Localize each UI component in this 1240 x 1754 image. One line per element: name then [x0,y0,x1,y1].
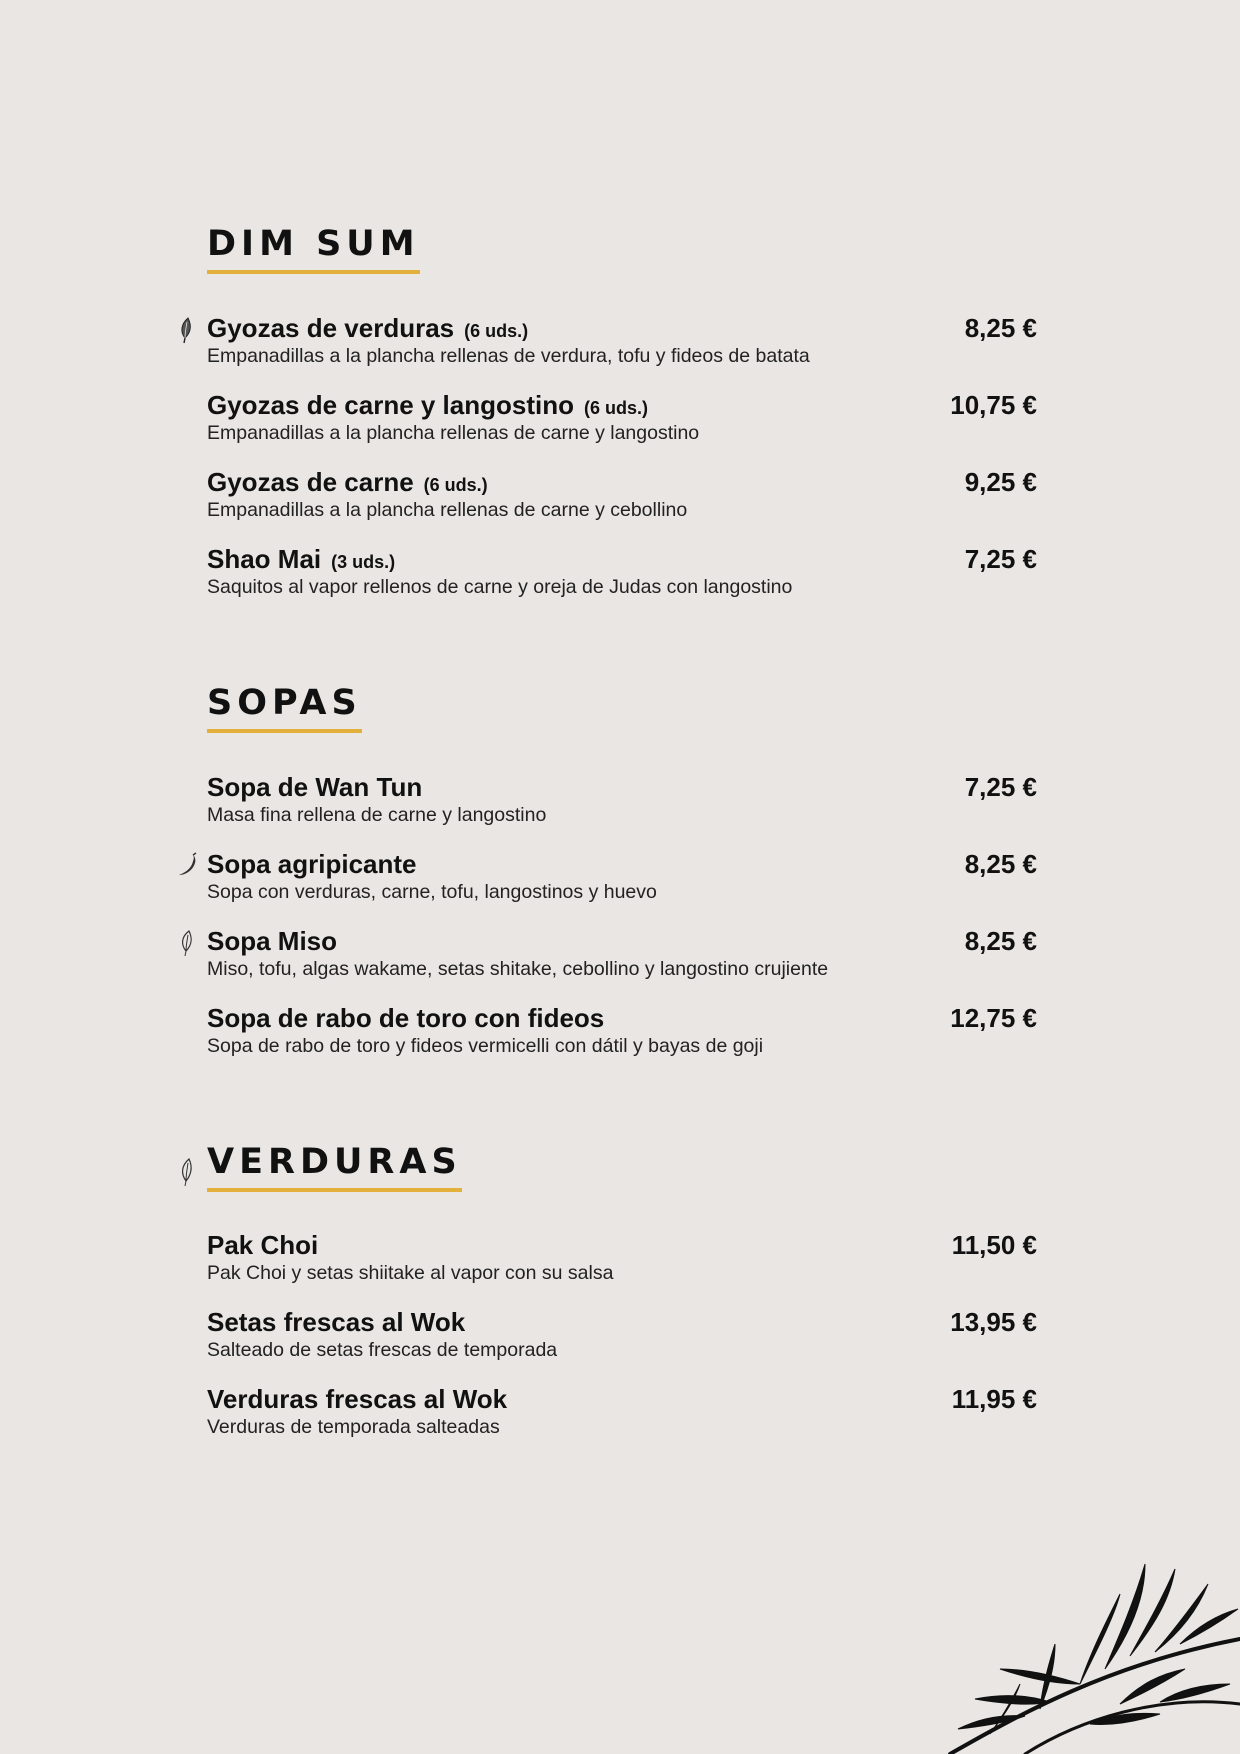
item-name: Sopa agripicante [207,849,417,879]
item-name: Verduras frescas al Wok [207,1384,508,1414]
menu-item [207,390,1037,454]
menu-item [207,772,1037,836]
menu-item [207,1307,1037,1371]
item-name: Sopa de rabo de toro con fideos [207,1003,605,1033]
menu-item [207,1003,1037,1067]
leaf-icon [177,316,199,344]
menu-item [207,1384,1037,1448]
item-price: 11,50 € [951,1230,1037,1260]
item-name: Pak Choi [207,1230,319,1260]
item-name: Sopa de Wan Tun [207,772,423,802]
item-quantity: (6 uds.) [584,398,649,418]
item-name: Setas frescas al Wok [207,1307,466,1337]
chili-pepper-icon [177,852,199,880]
menu-item [207,1230,1037,1294]
menu-item [207,849,1037,913]
item-description: Sopa de rabo de toro y fideos vermicelli con dátil y bayas de goji [207,1035,764,1057]
item-description: Empanadillas a la plancha rellenas de carne y cebollino [207,499,688,521]
section-title-dim-sum: DIM SUM [207,224,420,274]
item-name: Sopa Miso [207,926,338,956]
item-price: 9,25 € [964,467,1037,497]
menu-item [207,926,1037,990]
item-name: Gyozas de carne [207,467,414,497]
item-description: Masa fina rellena de carne y langostino [207,804,547,826]
leaf-outline-icon [177,1157,199,1187]
section-title-verduras: VERDURAS [207,1142,462,1192]
item-price: 8,25 € [964,849,1037,879]
item-description: Pak Choi y setas shiitake al vapor con su salsa [207,1262,614,1284]
item-description: Saquitos al vapor rellenos de carne y oreja de Judas con langostino [207,576,793,598]
item-price: 8,25 € [964,313,1037,343]
item-price: 10,75 € [950,390,1037,420]
item-price: 11,95 € [951,1384,1037,1414]
item-quantity: (6 uds.) [464,321,529,341]
item-price: 12,75 € [950,1003,1037,1033]
menu-item [207,544,1037,608]
item-description: Empanadillas a la plancha rellenas de verdura, tofu y fideos de batata [207,345,810,367]
item-description: Sopa con verduras, carne, tofu, langostinos y huevo [207,881,657,903]
menu-item [207,467,1037,531]
bamboo-branch-icon [930,1544,1240,1754]
item-description: Miso, tofu, algas wakame, setas shitake, cebollino y langostino crujiente [207,958,829,980]
item-description: Verduras de temporada salteadas [207,1416,500,1438]
item-description: Salteado de setas frescas de temporada [207,1339,558,1361]
item-quantity: (3 uds.) [331,552,396,572]
item-price: 7,25 € [964,544,1037,574]
item-name: Shao Mai [207,544,322,574]
item-quantity: (6 uds.) [423,475,488,495]
item-price: 7,25 € [964,772,1037,802]
item-price: 8,25 € [964,926,1037,956]
item-name: Gyozas de carne y langostino [207,390,574,420]
item-name: Gyozas de verduras [207,313,455,343]
item-price: 13,95 € [950,1307,1037,1337]
item-description: Empanadillas a la plancha rellenas de carne y langostino [207,422,700,444]
leaf-outline-icon [177,929,199,957]
section-title-sopas: SOPAS [207,683,362,733]
menu-item [207,313,1037,377]
